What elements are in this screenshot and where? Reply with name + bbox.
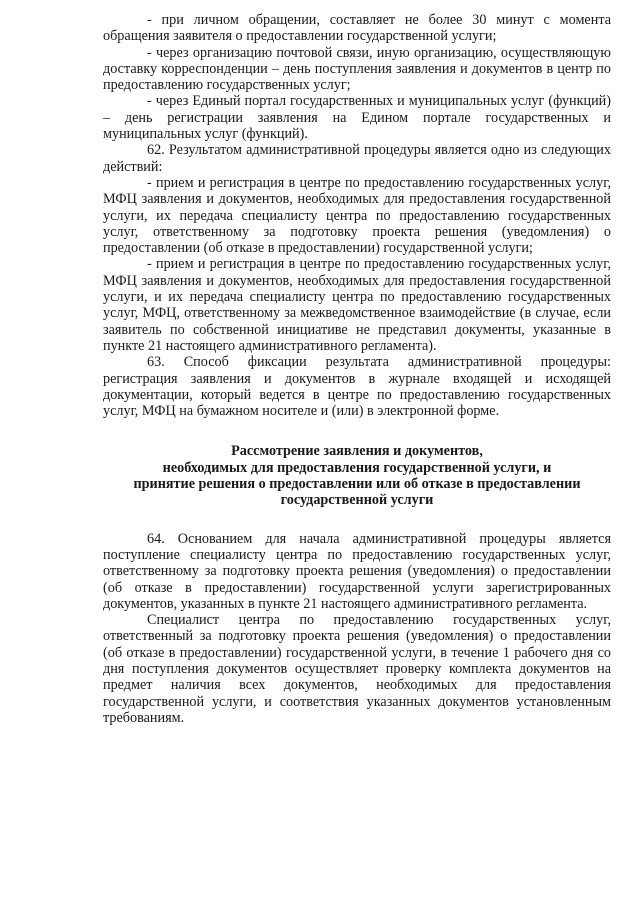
- paragraph-63: 63. Способ фиксации результата административной процедуры: регистрация заявления и документов в журнале входящей и исходящей документации, который ведется в центре по предоставлению государственных услуг, МФЦ на бумажном носителе и (или) в электронной форме.: [103, 354, 611, 420]
- paragraph-postal: - через организацию почтовой связи, иную организацию, осуществляющую доставку корреспонденции – день поступления заявления и документов в центр по предоставлению государственных услуг;: [103, 44, 611, 94]
- section-heading-line: Рассмотрение заявления и документов,: [231, 443, 483, 460]
- paragraph-unified-portal: - через Единый портал государственных и муниципальных услуг (функций) – день регистрации заявления на Едином портале государственных и муниципальных услуг (функций).: [103, 93, 611, 143]
- paragraph-62: 62. Результатом административной процедуры является одно из следующих действий:: [103, 142, 611, 175]
- paragraph-specialist: Специалист центра по предоставлению государственных услуг, ответственный за подготовку проекта решения (уведомления) о предоставлении (об отказе в предоставлении) государственной услуги, в течение 1 рабочего дня со дня поступления документов осуществляет проверку комплекта документов на предмет наличия всех документов, необходимых для предоставления государственной услуги, и соответствия указанных документов установленным требованиям.: [103, 612, 611, 726]
- paragraph-in-person: - при личном обращении, составляет не более 30 минут с момента обращения заявителя о предоставлении государственной услуги;: [103, 12, 611, 45]
- section-heading-line: необходимых для предоставления государственной услуги, и: [162, 459, 552, 476]
- paragraph-result-option-1: - прием и регистрация в центре по предоставлению государственных услуг, МФЦ заявления и документов, необходимых для предоставления государственной услуги, их передача специалисту центра по предоставлению государственных услуг, ответственному за подготовку проекта решения (уведомления) о предоставлении (об отказе в предоставлении) государственной услуги;: [103, 174, 611, 257]
- section-heading-line: государственной услуги: [280, 492, 434, 509]
- paragraph-64: 64. Основанием для начала административной процедуры является поступление специалисту центра по предоставлению государственных услуг, ответственному за подготовку проекта решения (уведомления) о предоставлении (об отказе в предоставлении) государственной услуги зарегистрированных документов, указанных в пункте 21 настоящего административного регламента.: [103, 530, 611, 612]
- document-page: [103, 12, 611, 726]
- paragraph-result-option-2: - прием и регистрация в центре по предоставлению государственных услуг, МФЦ заявления и документов, необходимых для предоставления государственной услуги, и их передача специалисту центра по предоставлению государственных услуг, МФЦ, ответственному за межведомственное взаимодействие (в случае, если заявитель по собственной инициативе не представил документы, указанные в пункте 21 настоящего административного регламента).: [103, 256, 611, 354]
- section-heading-line: принятие решения о предоставлении или об отказе в предоставлении: [133, 476, 581, 493]
- section-heading: [103, 443, 611, 508]
